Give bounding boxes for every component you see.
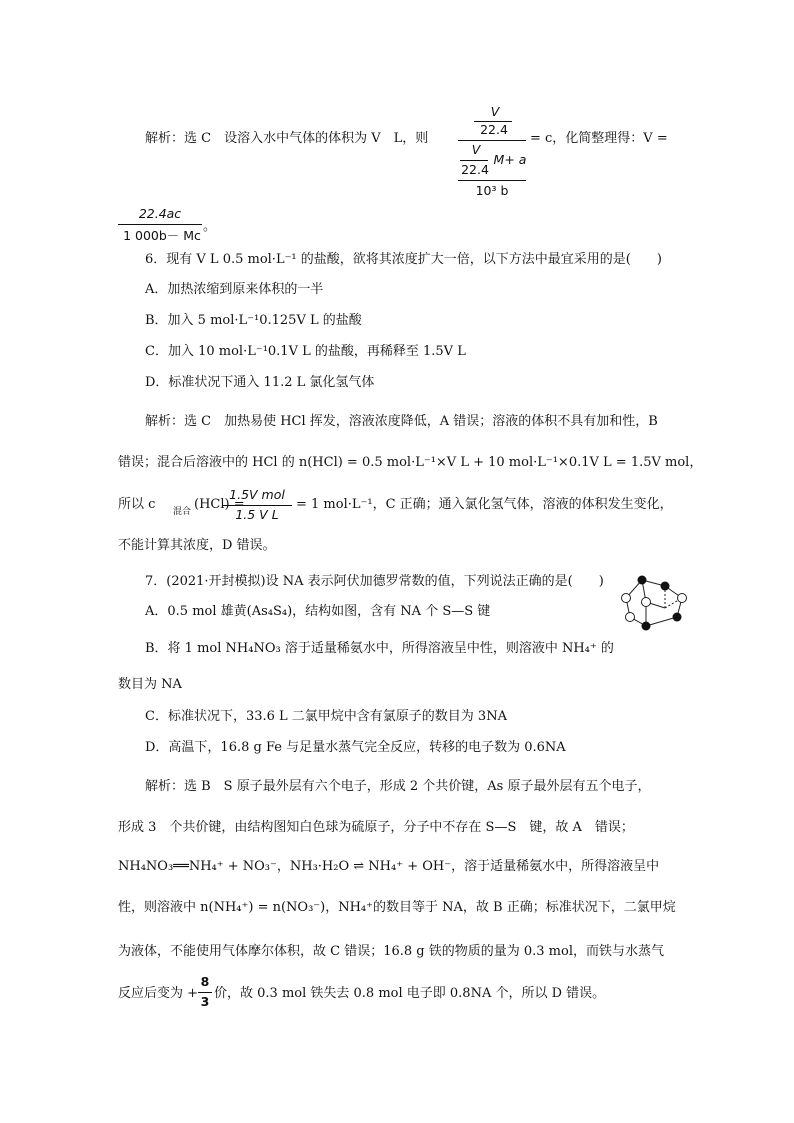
- q7-frac-line: [198, 992, 212, 993]
- q7-frac-numerator: 8: [200, 974, 210, 989]
- q7-analysis-line-4: 性，则溶液中 n(NH₄⁺) = n(NO₃⁻)，NH₄⁺的数目等于 NA，故 B 正确；标准状况下，二氯甲烷: [118, 900, 676, 915]
- q7-option-a: A．0.5 mol 雄黄(As₄S₄)，结构如图，含有 NA 个 S—S 键: [145, 604, 491, 619]
- as4s4-structure-diagram: [616, 572, 694, 634]
- q7-analysis-line-6-prefix: 反应后变为 +: [118, 986, 199, 1001]
- q5-frac-224-bottom: 22.4: [461, 162, 489, 177]
- q7-option-c: C．标准状况下，33.6 L 二氯甲烷中含有氯原子的数目为 3NA: [145, 709, 507, 724]
- q6-frac-denominator: 1.5 V L: [235, 507, 279, 522]
- q6-analysis-line-1: 解析：选 C 加热易使 HCl 挥发，溶液浓度降低，A 错误；溶液的体积不具有加和性，B: [145, 414, 658, 429]
- q7-analysis-line-3: NH₄NO₃══NH₄⁺ + NO₃⁻，NH₃·H₂O ⇌ NH₄⁺ + OH⁻，溶于适量稀氨水中，所得溶液呈中: [118, 859, 660, 874]
- q5-frac-v-top: V: [490, 104, 500, 119]
- q5-frac-103b: 10³ b: [475, 183, 509, 198]
- q7-analysis-line-6-post: 价，故 0.3 mol 铁失去 0.8 mol 电子即 0.8NA 个，所以 D 错误。: [214, 986, 606, 1001]
- q6-option-b: B．加入 5 mol·L⁻¹0.125V L 的盐酸: [145, 313, 362, 328]
- q7-option-b-line-1: B．将 1 mol NH₄NO₃ 溶于适量稀氨水中，所得溶液呈中性，则溶液中 NH₄⁺ 的: [145, 641, 614, 656]
- q5-answer-line: 解析：选 C 设溶入水中气体的体积为 V L，则: [145, 131, 429, 146]
- q6-analysis-line-3-mid: (HCl) =: [194, 497, 245, 512]
- q6-analysis-line-2: 错误；混合后溶液中的 HCl 的 n(HCl) = 0.5 mol·L⁻¹×V L + 10 mol·L⁻¹×0.1V L = 1.5V mol，: [118, 455, 703, 470]
- q5-result-end: 。: [203, 219, 217, 234]
- q7-analysis-line-2: 形成 3 个共价键，由结构图知白色球为硫原子，分子中不存在 S—S 键，故 A 错误；: [118, 820, 634, 835]
- q5-frac-line-mid: [460, 160, 488, 161]
- q7-option-b-line-2: 数目为 NA: [118, 677, 182, 692]
- q6-analysis-line-3-post: = 1 mol·L⁻¹，C 正确；通入氯化氢气体，溶液的体积发生变化，: [296, 497, 673, 512]
- q7-analysis-line-1: 解析：选 B S 原子最外层有六个电子，形成 2 个共价键，As 原子最外层有五个电子，: [145, 779, 651, 794]
- q6-frac-numerator: 1.5V mol: [229, 487, 285, 502]
- q6-analysis-subscript: 混合: [173, 507, 192, 517]
- q5-result-numerator: 22.4ac: [138, 206, 182, 221]
- q6-option-a: A．加热浓缩到原来体积的一半: [145, 282, 324, 297]
- q5-result-denominator: 1 000b－ Mc: [123, 228, 201, 243]
- q6-analysis-line-4: 不能计算其浓度，D 错误。: [118, 538, 276, 553]
- q7-stem: 7．(2021·开封模拟)设 NA 表示阿伏加德罗常数的值，下列说法正确的是( ): [145, 574, 604, 589]
- q7-analysis-line-5: 为液体，不能使用气体摩尔体积，故 C 错误；16.8 g 铁的物质的量为 0.3 mol，而铁与水蒸气: [118, 944, 664, 959]
- q6-analysis-line-3-prefix: 所以 c: [118, 497, 156, 512]
- q5-frac-line-low: [458, 180, 526, 181]
- q5-frac-v-bottom: V: [471, 142, 481, 157]
- q6-stem: 6．现有 V L 0.5 mol·L⁻¹ 的盐酸，欲将其浓度扩大一倍，以下方法中最宜采用的是( ): [145, 252, 662, 267]
- q5-frac-224-top: 22.4: [480, 122, 508, 137]
- q5-frac-m-a: M+ a: [493, 152, 527, 167]
- q5-result-line: [118, 224, 202, 225]
- q5-frac-main-line: [458, 140, 526, 141]
- q6-frac-line: [222, 505, 292, 506]
- q6-option-c: C．加入 10 mol·L⁻¹0.1V L 的盐酸，再稀释至 1.5V L: [145, 344, 466, 359]
- q7-frac-denominator: 3: [200, 994, 210, 1009]
- q7-option-d: D．高温下，16.8 g Fe 与足量水蒸气完全反应，转移的电子数为 0.6NA: [145, 740, 566, 755]
- q5-eq-c: = c，化简整理得：V =: [530, 131, 668, 146]
- q6-option-d: D．标准状况下通入 11.2 L 氯化氢气体: [145, 375, 375, 390]
